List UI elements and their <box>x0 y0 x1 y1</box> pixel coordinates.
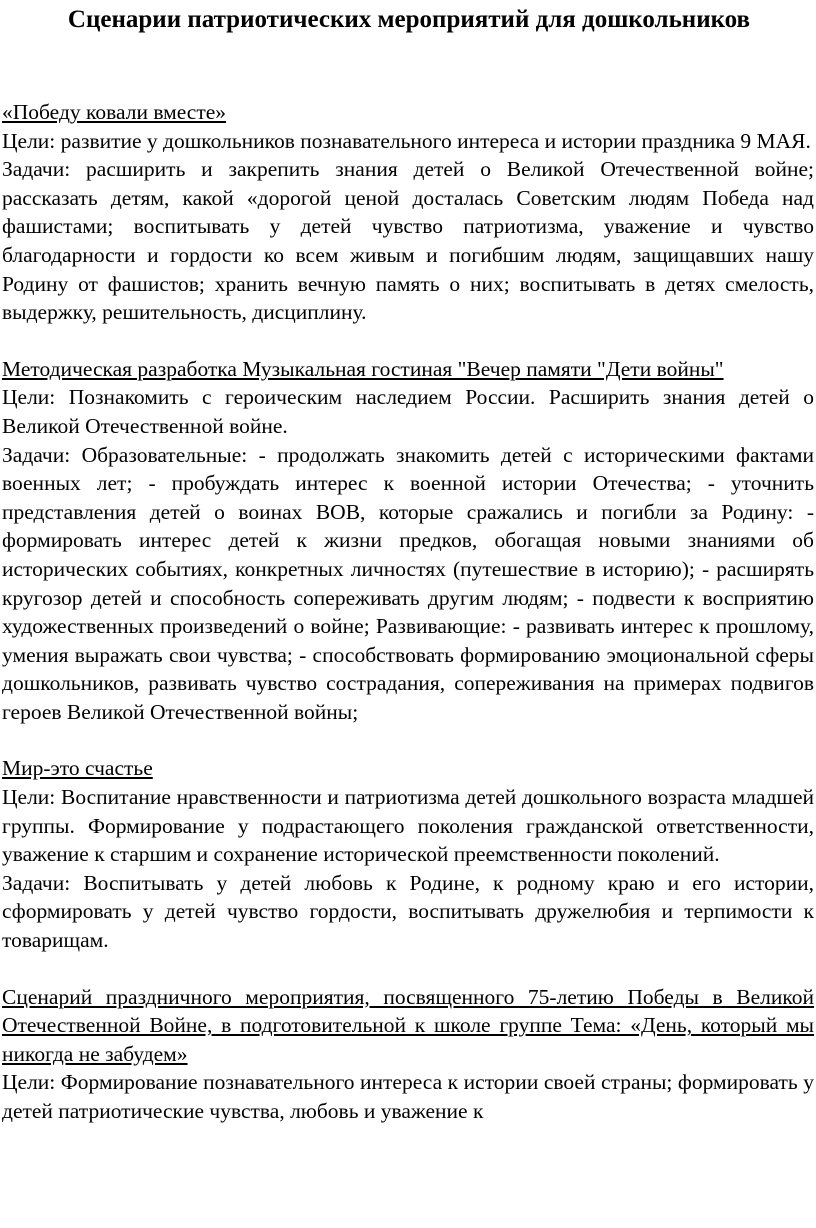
section-4-heading-link[interactable]: Сценарий праздничного мероприятия, посвященного 75-летию Победы в Великой Отечественной Войне, в подготовительной к школе группе Тема: «День, который мы никогда не забудем» <box>2 984 814 1066</box>
section-4-goals: Цели: Формирование познавательного интереса к истории своей страны; формировать у детей патриотические чувства, любовь и уважение к <box>2 1070 814 1123</box>
section-2-goals: Цели: Познакомить с героическим наследием России. Расширить знания детей о Великой Отечественной войне. <box>2 385 814 438</box>
section-1-heading-link[interactable]: «Победу ковали вместе» <box>2 100 227 124</box>
spacer <box>2 726 816 754</box>
spacer <box>2 955 816 983</box>
section-3-heading-link[interactable]: Мир-это счастье <box>2 756 153 781</box>
spacer <box>2 37 816 98</box>
section-1 <box>2 98 814 327</box>
section-2 <box>2 355 814 727</box>
document-title: Сценарии патриотических мероприятий для дошкольников <box>67 6 751 33</box>
section-3 <box>2 754 814 954</box>
section-1-tasks: Задачи: расширить и закрепить знания детей о Великой Отечественной войне; рассказать детям, какой «дорогой ценой досталась Советским людям Победа над фашистами; воспитывать у детей чувство патриотизма, уважение и чувство благодарности и гордости ко всем живым и погибшим людям, защищавших нашу Родину от фашистов; хранить вечную память о них; воспитывать в детях смелость, выдержку, решительность, дисциплину. <box>2 157 814 325</box>
section-2-tasks: Задачи: Образовательные: - продолжать знакомить детей с историческими фактами военных лет; - пробуждать интерес к военной истории Отечества; - уточнить представления детей о воинах ВОВ, которые сражались и погибли за Родину: - формировать интерес детей к жизни предков, обогащая новыми знаниями об исторических событиях, конкретных личностях (путешествие в историю); - расширять кругозор детей и способность сопереживать другим людям; - подвести к восприятию художественных произведений о войне; Развивающие: - развивать интерес к прошлому, умения выражать свои чувства; - способствовать формированию эмоциональной сферы дошкольников, развивать чувство сострадания, сопереживания на примерах подвигов героев Великой Отечественной войны; <box>2 442 814 724</box>
spacer <box>2 327 816 355</box>
section-3-goals: Цели: Воспитание нравственности и патриотизма детей дошкольного возраста младшей группы. Формирование у подрастающего поколения гражданской ответственности, уважение к старшим и сохранение исторической преемственности поколений. <box>2 785 814 867</box>
section-3-tasks: Задачи: Воспитывать у детей любовь к Родине, к родному краю и его истории, сформировать у детей чувство гордости, воспитывать дружелюбия и терпимости к товарищам. <box>2 870 814 953</box>
section-4 <box>2 983 814 1126</box>
section-1-goals: Цели: развитие у дошкольников познавательного интереса и истории праздника 9 МАЯ. <box>2 128 811 153</box>
section-2-heading-link[interactable]: Методическая разработка Музыкальная гостиная "Вечер памяти "Дети войны" <box>2 356 724 381</box>
